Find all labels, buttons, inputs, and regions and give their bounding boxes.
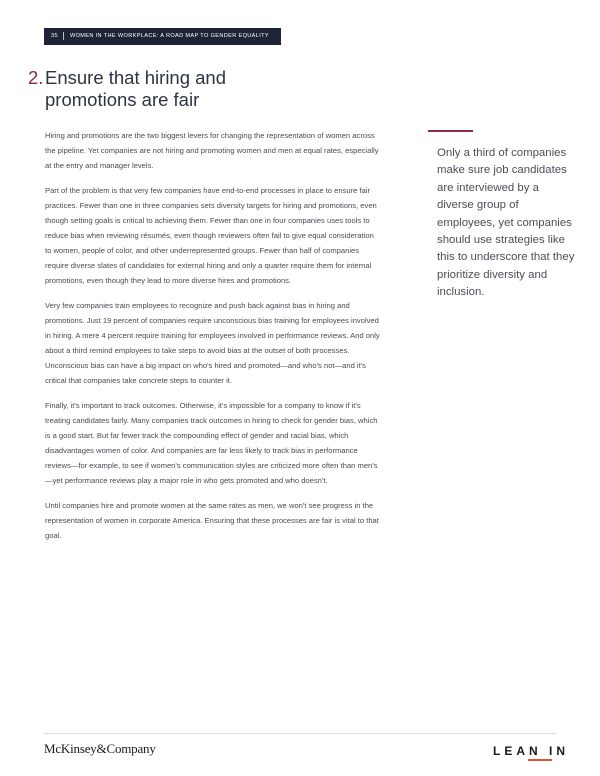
mckinsey-logo: McKinsey&Company — [44, 741, 156, 756]
pull-quote: Only a third of companies make sure job candidates are interviewed by a diverse group of employees, yet companies should use strategies like this to underscore that they prioritize diversity and inclusion. — [437, 147, 575, 299]
body-text — [45, 128, 380, 553]
body-paragraph: Hiring and promotions are the two biggest levers for changing the representation of women across the pipeline. Yet companies are not hiring and promoting women and men at equal rates, especially at the entry and manager levels. — [45, 131, 379, 170]
body-paragraph: Until companies hire and promote women at the same rates as men, we won't see progress in the representation of women in corporate America. Ensuring that these processes are fair is vital to that goal. — [45, 501, 379, 540]
footer-divider — [44, 733, 556, 734]
lean-in-logo-underline — [528, 759, 552, 761]
body-paragraph: Part of the problem is that very few companies have end-to-end processes in place to ensure fair practices. Fewer than one in three companies sets diversity targets for hiring and promotions, even though setting goals is critical to achieving them. Fewer than one in four companies uses tools to reduce bias when reviewing résumés, even though reviewers often fail to give equal consideration to women, people of color, and other underrepresented groups. Fewer than half of companies require diverse slates of candidates for external hiring and only a quarter require them for internal promotions, even though they lead to more diverse hires and promotions. — [45, 186, 377, 285]
section-title — [28, 67, 288, 111]
section-title-line2: promotions are fair — [45, 89, 200, 110]
callout-accent-rule — [428, 130, 473, 132]
body-paragraph: Finally, it's important to track outcomes. Otherwise, it's impossible for a company to know if it's treating candidates fairly. Many companies track outcomes in hiring to check for gender bias, which is a good start. But far fewer track the compounding effect of gender and racial bias, which disadvantages women of color. And companies are far less likely to track bias in performance reviews—for example, to see if women's communication styles are criticized more often than men's—yet performance reviews play a major role in who gets promoted and who doesn't. — [45, 401, 378, 485]
page-number: 35 — [51, 33, 58, 39]
report-title: WOMEN IN THE WORKPLACE: A ROAD MAP TO GENDER EQUALITY — [69, 33, 269, 39]
body-paragraph: Very few companies train employees to recognize and push back against bias in hiring and promotions. Just 19 percent of companies require unconscious bias training for employees involved in hiring. A mere 4 percent require training for employees involved in performance reviews. And only about a third remind employees to take steps to avoid bias at the outset of both processes. Unconscious bias can have a big impact on who's hired and promoted—and who's not—and it's critical that companies take concrete steps to counter it. — [45, 301, 380, 385]
lean-in-logo: LEAN IN — [493, 744, 569, 758]
report-header-bar — [44, 28, 281, 45]
section-number: 2. — [28, 67, 44, 88]
header-divider — [63, 32, 64, 40]
section-title-line1: Ensure that hiring and — [45, 67, 227, 88]
